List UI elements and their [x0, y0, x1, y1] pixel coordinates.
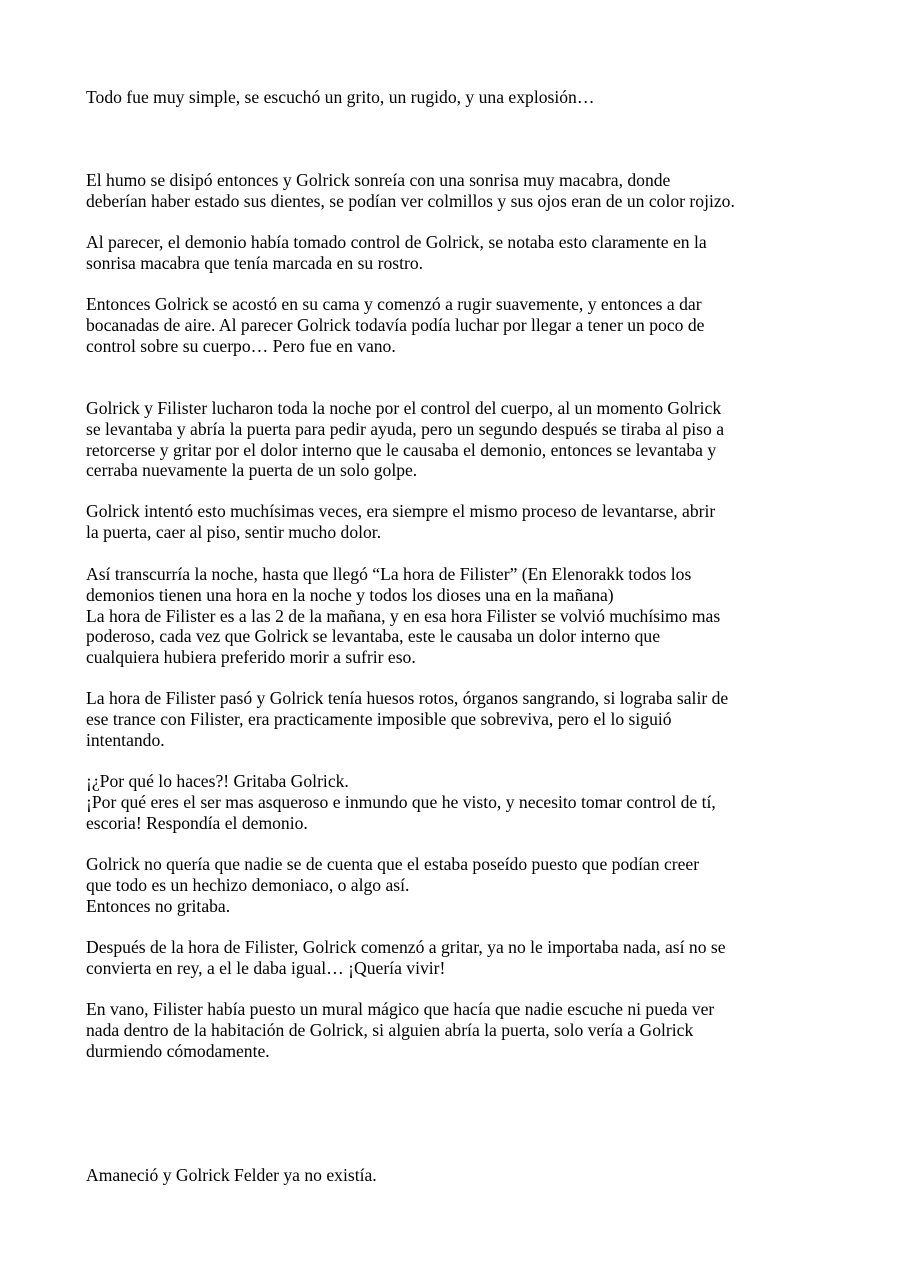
paragraph	[86, 688, 846, 750]
text-line: que todo es un hechizo demoniaco, o algo así.	[86, 874, 410, 895]
text-line: se levantaba y abría la puerta para pedir ayuda, pero un segundo después se tiraba al piso a	[86, 418, 725, 439]
paragraph	[86, 564, 846, 668]
text-line: escoria! Respondía el demonio.	[86, 812, 308, 833]
text-line: Golrick intentó esto muchísimas veces, era siempre el mismo proceso de levantarse, abrir	[86, 501, 716, 521]
text-line: demonios tienen una hora en la noche y todos los dioses una en la mañana)	[86, 584, 614, 605]
text-line: Entonces no gritaba.	[86, 895, 231, 916]
paragraph	[86, 999, 846, 1061]
text-line: retorcerse y gritar por el dolor interno que le causaba el demonio, entonces se levantaba y	[86, 439, 717, 460]
text-line: Amaneció y Golrick Felder ya no existía.	[86, 1165, 377, 1185]
text-line: cerraba nuevamente la puerta de un solo golpe.	[86, 460, 418, 481]
text-line: cualquiera hubiera preferido morir a sufrir eso.	[86, 647, 416, 668]
paragraph	[86, 232, 846, 274]
paragraph	[86, 937, 846, 979]
paragraph	[86, 1165, 846, 1186]
text-line: deberían haber estado sus dientes, se podían ver colmillos y sus ojos eran de un color rojizo.	[86, 190, 735, 211]
text-line: ¡¿Por qué lo haces?! Gritaba Golrick.	[86, 771, 349, 791]
text-line: intentando.	[86, 729, 165, 750]
text-line: control sobre su cuerpo… Pero fue en vano.	[86, 335, 396, 356]
text-line: En vano, Filister había puesto un mural mágico que hacía que nadie escuche ni pueda ver	[86, 999, 715, 1019]
text-line: ¡Por qué eres el ser mas asqueroso e inmundo que he visto, y necesito tomar control de tí,	[86, 791, 716, 812]
text-line: Después de la hora de Filister, Golrick comenzó a gritar, ya no le importaba nada, así no se	[86, 937, 726, 957]
paragraph	[86, 294, 846, 356]
text-line: Al parecer, el demonio había tomado control de Golrick, se notaba esto claramente en la	[86, 232, 707, 252]
text-line: poderoso, cada vez que Golrick se levantaba, este le causaba un dolor interno que	[86, 626, 661, 647]
text-line: La hora de Filister pasó y Golrick tenía huesos rotos, órganos sangrando, si lograba salir de	[86, 688, 729, 708]
text-line: Todo fue muy simple, se escuchó un grito, un rugido, y una explosión…	[86, 87, 595, 107]
text-line: Entonces Golrick se acostó en su cama y comenzó a rugir suavemente, y entonces a dar	[86, 294, 702, 314]
text-line: convierta en rey, a el le daba igual… ¡Quería vivir!	[86, 957, 446, 978]
text-line: la puerta, caer al piso, sentir mucho dolor.	[86, 521, 382, 542]
text-line: La hora de Filister es a las 2 de la mañana, y en esa hora Filister se volvió muchísimo mas	[86, 605, 721, 626]
paragraph	[86, 398, 846, 481]
text-line: ese trance con Filister, era practicamente imposible que sobreviva, pero el lo siguió	[86, 708, 672, 729]
text-line: durmiendo cómodamente.	[86, 1040, 270, 1061]
text-line: Así transcurría la noche, hasta que llegó “La hora de Filister” (En Elenorakk todos los	[86, 564, 692, 584]
text-line: El humo se disipó entonces y Golrick sonreía con una sonrisa muy macabra, donde	[86, 170, 671, 190]
text-line: sonrisa macabra que tenía marcada en su rostro.	[86, 252, 424, 273]
paragraph	[86, 854, 846, 916]
text-line: nada dentro de la habitación de Golrick, si alguien abría la puerta, solo vería a Golrick	[86, 1019, 694, 1040]
paragraph	[86, 771, 846, 833]
paragraph	[86, 170, 846, 212]
paragraph	[86, 87, 846, 108]
text-line: Golrick no quería que nadie se de cuenta que el estaba poseído puesto que podían creer	[86, 854, 700, 874]
text-line: Golrick y Filister lucharon toda la noche por el control del cuerpo, al un momento Golrick	[86, 398, 722, 418]
paragraph	[86, 501, 846, 543]
text-line: bocanadas de aire. Al parecer Golrick todavía podía luchar por llegar a tener un poco de	[86, 314, 705, 335]
